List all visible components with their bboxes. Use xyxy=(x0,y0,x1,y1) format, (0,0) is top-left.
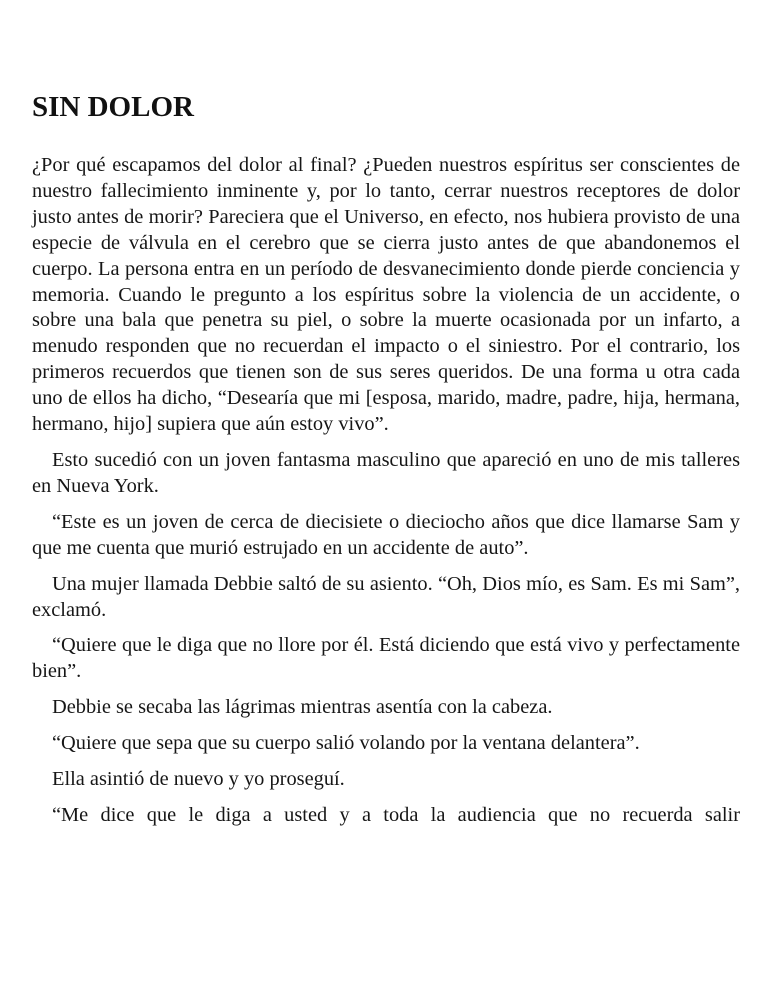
paragraph: “Este es un joven de cerca de diecisiete o dieciocho años que dice llamarse Sam y que me cuenta que murió estrujado en un accidente de auto”. xyxy=(32,510,740,559)
paragraph: “Quiere que le diga que no llore por él. Está diciendo que está vivo y perfectamente bien”. xyxy=(32,634,740,683)
paragraph: Ella asintió de nuevo y yo proseguí. xyxy=(52,768,345,791)
paragraph: Esto sucedió con un joven fantasma masculino que apareció en uno de mis talleres en Nueva York. xyxy=(32,448,740,497)
paragraph: Una mujer llamada Debbie saltó de su asiento. “Oh, Dios mío, es Sam. Es mi Sam”, exclamó. xyxy=(32,572,740,621)
paragraph: ¿Por qué escapamos del dolor al final? ¿Pueden nuestros espíritus ser conscientes de nuestro fallecimiento inminente y, por lo tanto, cerrar nuestros receptores de dolor justo antes de morir? Pareciera que el Universo, en efecto, nos hubiera provisto de una especie de válvula en el cerebro que se cierra justo antes de que abandonemos el cuerpo. La persona entra en un período de desvanecimiento donde pierde conciencia y memoria. Cuando le pregunto a los espíritus sobre la violencia de un accidente, o sobre una bala que penetra su piel, o sobre la muerte ocasionada por un infarto, a menudo responden que no recuerdan el impacto o el siniestro. Por el contrario, los primeros recuerdos que tienen son de sus seres queridos. De una forma u otra cada uno de ellos ha dicho, “Desearía que mi [esposa, marido, madre, padre, hija, hermana, hermano, hijo] supiera que aún estoy vivo”. xyxy=(32,154,740,436)
paragraph: “Me dice que le diga a usted y a toda la audiencia que no recuerda salir xyxy=(52,803,740,826)
paragraph: Debbie se secaba las lágrimas mientras asentía con la cabeza. xyxy=(52,696,553,719)
chapter-body xyxy=(32,153,740,839)
chapter-title: SIN DOLOR xyxy=(32,91,194,123)
paragraph: “Quiere que sepa que su cuerpo salió volando por la ventana delantera”. xyxy=(52,732,640,755)
